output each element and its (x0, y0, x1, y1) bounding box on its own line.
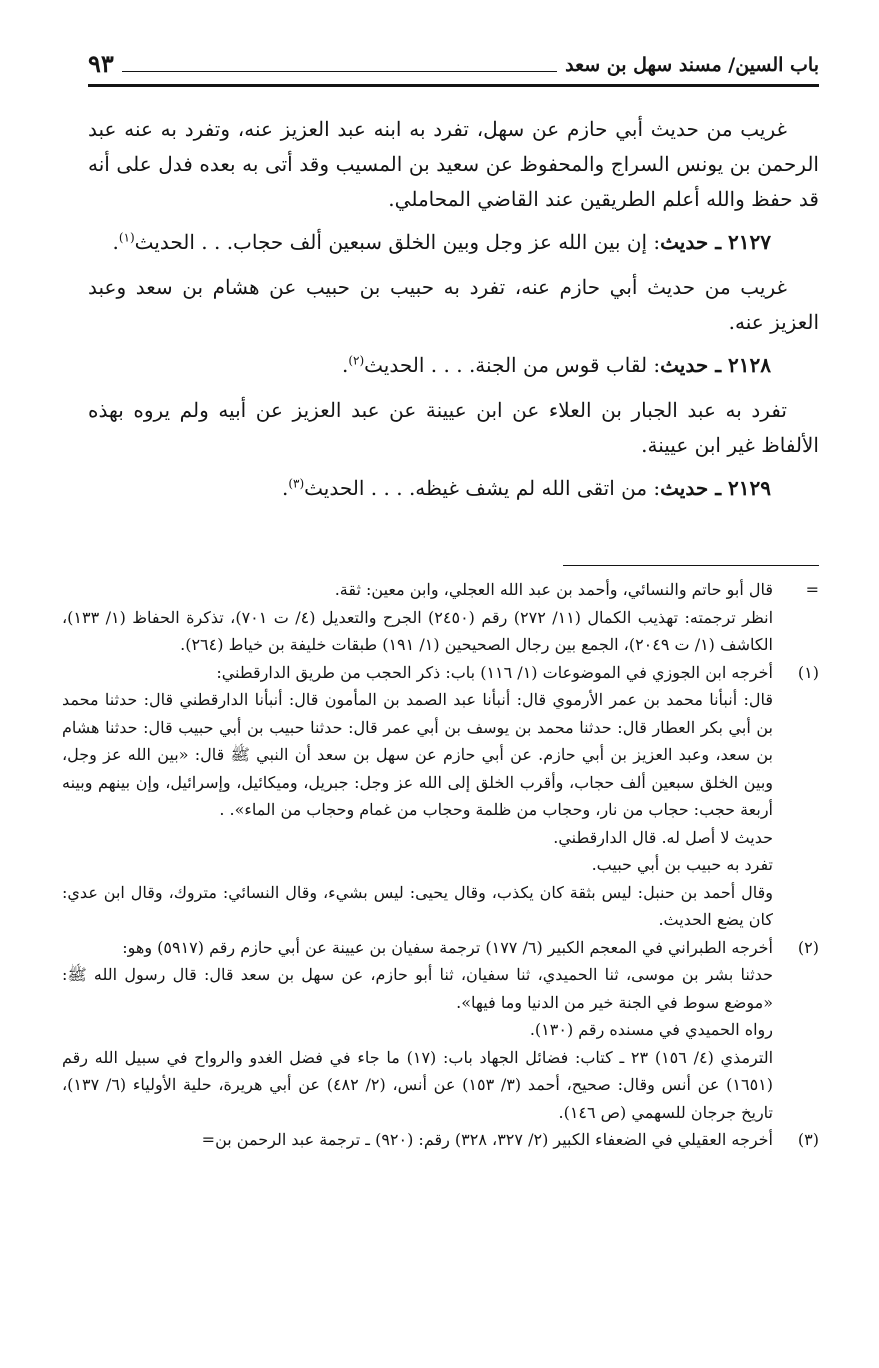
footnote-3-mark: (٣) (797, 1130, 819, 1149)
hadith-2128-text: : لقاب قوس من الجنة. . . . الحديث (364, 353, 661, 377)
footnote-separator (563, 565, 819, 566)
paragraph-1: غريب من حديث أبي حازم عن سهل، تفرد به ابنه عبد العزيز عنه، وتفرد به عنه عبد الرحمن بن يونس السراج والمحفوظ عن سعيد بن المسيب وقد أتى به بعده فدل على أنه قد حفظ والله أعلم الطريقين عند القاضي المحاملي. (88, 117, 819, 211)
footnote-2-mark: (٢) (797, 937, 819, 957)
hadith-2129-period: . (281, 476, 289, 500)
footnote-line: حديث لا أصل له. قال الدارقطني. (553, 827, 773, 847)
hadith-2127 (88, 225, 819, 260)
footnote-line: وقال أحمد بن حنبل: ليس بثقة كان يكذب، وقال يحيى: ليس بشيء، وقال النسائي: متروك، وقال ابن عدي: كان يضع الحديث. (62, 882, 774, 929)
hadith-2129-text: : من اتقى الله لم يشف غيظه. . . . الحديث (304, 476, 661, 500)
main-text (88, 112, 819, 516)
hadith-2128-period: . (341, 353, 349, 377)
footnote-line: حدثنا بشر بن موسى، ثنا الحميدي، ثنا سفيان، ثنا أبو حازم، عن سهل بن سعد قال: قال رسول الله ﷺ: «موضع سوط في الجنة خير من الدنيا وما فيها». (62, 965, 773, 1012)
footnote-line: الترمذي (٤/ ١٥٦) ٢٣ ـ كتاب: فضائل الجهاد باب: (١٧) ما جاء في فضل الغدو والرواح في سبيل الله رقم (١٦٥١) عن أنس وقال: صحيح، أحمد (٣/ ١٥٣) عن أنس، (٢/ ٤٨٢) عن أبي هريرة، حلية الأولياء (٦/ ١٣٧)، تاريخ جرجان للسهمي (ص ١٤٦). (62, 1047, 774, 1122)
header-rule (88, 84, 819, 87)
hadith-2127-text: : إن بين الله عز وجل وبين الخلق سبعين ألف حجاب. . . الحديث (134, 230, 661, 254)
paragraph-3: تفرد به عبد الجبار بن العلاء عن ابن عيينة عن عبد العزيز عن أبيه ولم يروه بهذه الألفاظ غير ابن عيينة. (88, 398, 819, 457)
footnote-1-mark: (١) (797, 662, 819, 682)
footnote-continued-mark: = (805, 580, 819, 599)
footnotes (62, 576, 819, 1154)
hadith-2127-label: ٢١٢٧ ـ حديث (660, 230, 771, 254)
footnote-line: أخرجه ابن الجوزي في الموضوعات (١/ ١١٦) باب: ذكر الحجب من طريق الدارقطني: (216, 662, 773, 682)
footnote-line: قال: أنبأنا محمد بن عمر الأرموي قال: أنبأنا عبد الصمد بن المأمون قال: أنبأنا الدارقطني قال: حدثنا محمد بن أبي بكر العطار قال: حدثنا محمد بن يوسف بن أبي عمر قال: حدثنا حبيب بن أبي حبيب قال: حدثنا هشام بن سعد، وعبد العزيز بن أبي حازم. عن أبي حازم عن سهل بن سعد أن النبي ﷺ قال: «بين الله عز وجل، وبين الخلق سبعين ألف حجاب، وأقرب الخلق إلى الله عز وجل: جبريل، وميكائيل، وإسرائيل، وإن بينهم وبينه أربعة حجب: حجاب من نار، وحجاب من ظلمة وحجاب من غمام وحجاب من الماء». . (62, 690, 774, 819)
hadith-2128-label: ٢١٢٨ ـ حديث (660, 353, 771, 377)
footnote-ref-2[interactable]: (٢) (348, 353, 365, 368)
paragraph-2: غريب من حديث أبي حازم عنه، تفرد به حبيب بن حبيب عن هشام بن سعد وعبد العزيز عنه. (88, 275, 819, 334)
footnote-line: تفرد به حبيب بن أبي حبيب. (591, 855, 773, 874)
footnote-line: رواه الحميدي في مسنده رقم (١٣٠). (529, 1020, 773, 1039)
running-title: باب السين/ مسند سهل بن سعد (565, 54, 819, 76)
footnote-3 (62, 1126, 819, 1154)
footnote-line: أخرجه الطبراني في المعجم الكبير (٦/ ١٧٧) ترجمة سفيان بن عيينة عن أبي حازم رقم (٥٩١٧) وهو: (122, 937, 773, 957)
footnote-1 (62, 659, 819, 934)
footnote-ref-3[interactable]: (٣) (288, 476, 305, 491)
page-header (88, 42, 819, 82)
footnote-continued (62, 576, 819, 659)
footnote-2 (62, 934, 819, 1127)
hadith-2127-period: . (112, 230, 119, 254)
hadith-2128 (88, 348, 819, 383)
header-dash-line (122, 71, 557, 72)
hadith-2129 (88, 471, 819, 506)
footnote-line: قال أبو حاتم والنسائي، وأحمد بن عبد الله العجلي، وابن معين: ثقة. (334, 580, 773, 599)
footnote-line: أخرجه العقيلي في الضعفاء الكبير (٢/ ٣٢٧، ٣٢٨) رقم: (٩٢٠) ـ ترجمة عبد الرحمن بن= (201, 1130, 773, 1149)
hadith-2129-label: ٢١٢٩ ـ حديث (660, 476, 771, 500)
footnote-line: انظر ترجمته: تهذيب الكمال (١١/ ٢٧٢) رقم (٢٤٥٠) الجرح والتعديل (٤/ ت ٧٠١)، تذكرة الحفاظ (١/ ١٣٣)، الكاشف (١/ ت ٢٠٤٩)، الجمع بين رجال الصحيحين (١/ ١٩١) طبقات خليفة بن خياط (٢٦٤). (62, 607, 774, 654)
page-number: ٩٣ (88, 49, 114, 78)
footnote-ref-1[interactable]: (١) (118, 230, 135, 245)
